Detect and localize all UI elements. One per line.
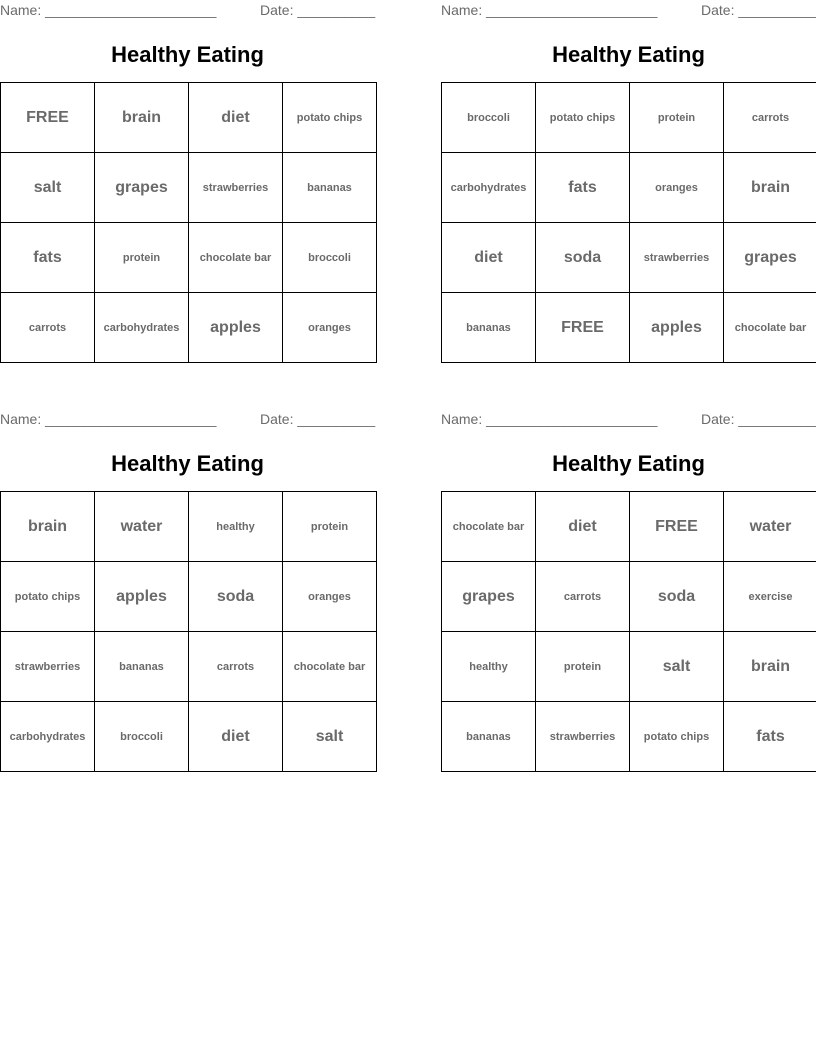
bingo-cell: fats	[536, 153, 630, 223]
grid-row	[442, 153, 816, 223]
grid-row	[442, 83, 816, 153]
grid-row	[1, 153, 377, 223]
bingo-cell: grapes	[724, 223, 816, 293]
bingo-cell: carrots	[536, 562, 630, 632]
bingo-cell: potato chips	[536, 83, 630, 153]
bingo-cell: salt	[283, 702, 377, 772]
bingo-cell: soda	[189, 562, 283, 632]
bingo-grid	[0, 491, 377, 772]
bingo-cell: protein	[536, 632, 630, 702]
grid-row	[1, 223, 377, 293]
bingo-cell: fats	[1, 223, 95, 293]
bingo-card-1	[0, 0, 375, 380]
bingo-cell: oranges	[630, 153, 724, 223]
bingo-cell: bananas	[95, 632, 189, 702]
bingo-cell: protein	[95, 223, 189, 293]
bingo-cell: strawberries	[189, 153, 283, 223]
bingo-cell: soda	[630, 562, 724, 632]
bingo-cell: brain	[1, 492, 95, 562]
grid-row	[442, 702, 816, 772]
grid-row	[1, 492, 377, 562]
bingo-cell: diet	[442, 223, 536, 293]
grid-row	[442, 562, 816, 632]
bingo-cell: diet	[189, 702, 283, 772]
grid-row	[1, 632, 377, 702]
card-header-row	[0, 411, 375, 429]
bingo-cell: chocolate bar	[283, 632, 377, 702]
bingo-cell: salt	[630, 632, 724, 702]
bingo-cell: FREE	[630, 492, 724, 562]
grid-row	[1, 702, 377, 772]
bingo-cell: chocolate bar	[724, 293, 816, 363]
bingo-cell: healthy	[189, 492, 283, 562]
bingo-cell: broccoli	[442, 83, 536, 153]
card-header-row	[441, 2, 816, 20]
bingo-cell: broccoli	[95, 702, 189, 772]
bingo-grid	[441, 491, 816, 772]
card-title: Healthy Eating	[111, 42, 264, 67]
bingo-cell: bananas	[283, 153, 377, 223]
name-field: Name: ______________________	[441, 411, 658, 427]
bingo-cell: healthy	[442, 632, 536, 702]
grid-row	[1, 83, 377, 153]
name-field: Name: ______________________	[0, 2, 217, 18]
bingo-cell: protein	[630, 83, 724, 153]
bingo-cell: bananas	[442, 702, 536, 772]
grid-row	[442, 293, 816, 363]
bingo-cell: water	[724, 492, 816, 562]
bingo-cell: brain	[724, 153, 816, 223]
bingo-cell: carrots	[189, 632, 283, 702]
bingo-cell: water	[95, 492, 189, 562]
bingo-cell: diet	[536, 492, 630, 562]
bingo-cell: potato chips	[283, 83, 377, 153]
bingo-card-3	[0, 409, 375, 789]
bingo-cell: oranges	[283, 562, 377, 632]
bingo-cell: apples	[95, 562, 189, 632]
bingo-cell: carrots	[1, 293, 95, 363]
card-header-row	[441, 411, 816, 429]
name-field: Name: ______________________	[441, 2, 658, 18]
bingo-card-2	[441, 0, 816, 380]
bingo-cell: potato chips	[630, 702, 724, 772]
grid-row	[442, 492, 816, 562]
bingo-cell: broccoli	[283, 223, 377, 293]
bingo-cell: apples	[630, 293, 724, 363]
bingo-cell: soda	[536, 223, 630, 293]
bingo-cell: carbohydrates	[95, 293, 189, 363]
bingo-cell: oranges	[283, 293, 377, 363]
date-field: Date: __________	[701, 2, 816, 18]
date-field: Date: __________	[701, 411, 816, 427]
bingo-cell: apples	[189, 293, 283, 363]
grid-row	[1, 293, 377, 363]
bingo-cell: FREE	[536, 293, 630, 363]
bingo-cell: brain	[95, 83, 189, 153]
bingo-cell: carrots	[724, 83, 816, 153]
date-field: Date: __________	[260, 2, 376, 18]
bingo-cell: bananas	[442, 293, 536, 363]
bingo-cell: chocolate bar	[442, 492, 536, 562]
bingo-cell: grapes	[95, 153, 189, 223]
bingo-cell: strawberries	[630, 223, 724, 293]
card-title: Healthy Eating	[111, 451, 264, 476]
card-title: Healthy Eating	[552, 42, 705, 67]
date-field: Date: __________	[260, 411, 376, 427]
bingo-grid	[441, 82, 816, 363]
grid-row	[442, 632, 816, 702]
grid-row	[1, 562, 377, 632]
bingo-cell: diet	[189, 83, 283, 153]
grid-row	[442, 223, 816, 293]
bingo-grid	[0, 82, 377, 363]
bingo-cell: exercise	[724, 562, 816, 632]
bingo-cell: FREE	[1, 83, 95, 153]
bingo-card-4	[441, 409, 816, 789]
bingo-cell: fats	[724, 702, 816, 772]
bingo-cell: potato chips	[1, 562, 95, 632]
bingo-cell: carbohydrates	[442, 153, 536, 223]
bingo-cell: strawberries	[1, 632, 95, 702]
name-field: Name: ______________________	[0, 411, 217, 427]
bingo-cell: carbohydrates	[1, 702, 95, 772]
card-title: Healthy Eating	[552, 451, 705, 476]
bingo-cell: protein	[283, 492, 377, 562]
bingo-cell: brain	[724, 632, 816, 702]
bingo-cell: salt	[1, 153, 95, 223]
bingo-cell: chocolate bar	[189, 223, 283, 293]
card-header-row	[0, 2, 375, 20]
bingo-cell: grapes	[442, 562, 536, 632]
bingo-cell: strawberries	[536, 702, 630, 772]
